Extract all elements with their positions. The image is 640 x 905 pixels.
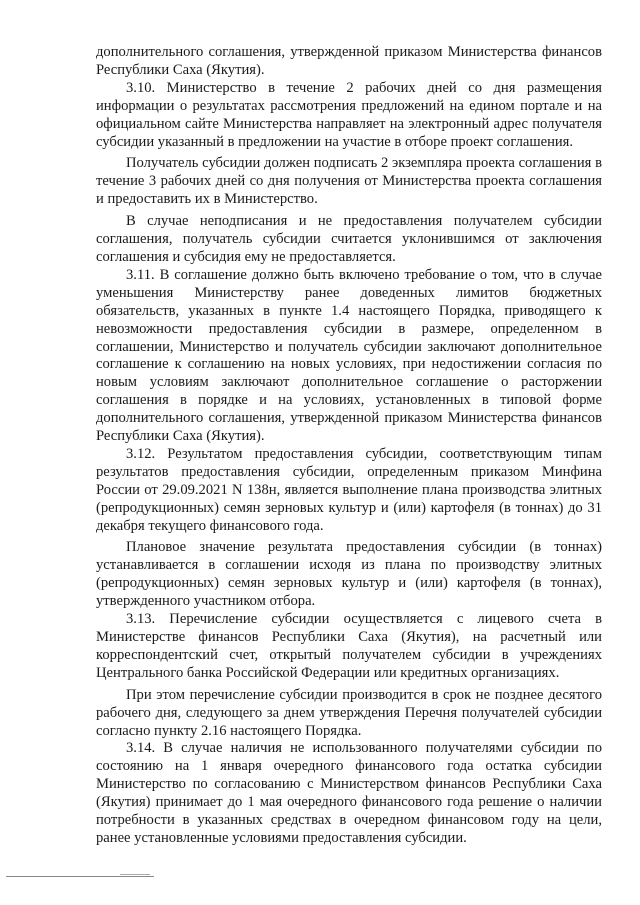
paragraph-3-14: 3.14. В случае наличия не использованного получателями субсидии по состоянию на 1 января очередного финансового года остатка субсидии Министерство по согласованию с Министерством финансов Республики Саха (Якутия) принимает до 1 мая очередного финансового года решение о наличии потребности в указанных средствах в очередном финансовом году на цели, ранее установленные условиями предоставления субсидии. [96, 740, 602, 846]
paragraph-refusal: В случае неподписания и не предоставления получателем субсидии соглашения, получатель субсидии считается уклонившимся от заключения соглашения и субсидия ему не предоставляется. [96, 213, 602, 265]
footer-rule [6, 876, 154, 877]
paragraph-3-12: 3.12. Результатом предоставления субсидии, соответствующим типам результатов предоставления субсидии, определенным приказом Минфина России от 29.09.2021 N 138н, является выполнение плана производства элитных (репродукционных) семян зерновых культур и (или) картофеля (в тоннах) до 31 декабря текущего финансового года. [96, 445, 602, 534]
paragraph-3-13: 3.13. Перечисление субсидии осуществляется с лицевого счета в Министерстве финансов Республики Саха (Якутия), на расчетный или корреспондентский счет, открытый получателем субсидии в учреждениях Центрального банка Российской Федерации или кредитных организациях. [96, 611, 602, 681]
paragraph-transfer-deadline: При этом перечисление субсидии производится в срок не позднее десятого рабочего дня, следующего за днем утверждения Перечня получателей субсидии согласно пункту 2.16 настоящего Порядка. [96, 686, 602, 739]
paragraph-continuation: дополнительного соглашения, утвержденной приказом Министерства финансов Республики Саха (Якутия). [96, 44, 602, 78]
paragraph-3-10: 3.10. Министерство в течение 2 рабочих дней со дня размещения информации о результатах рассмотрения предложений на едином портале и на официальном сайте Министерства направляет на электронный адрес получателя субсидии указанный в предложении на участие в отборе проект соглашения. [96, 79, 602, 150]
paragraph-signing: Получатель субсидии должен подписать 2 экземпляра проекта соглашения в течение 3 рабочих дней со дня получения от Министерства проекта соглашения и предоставить их в Министерство. [96, 155, 602, 208]
paragraph-planned-value: Плановое значение результата предоставления субсидии (в тоннах) устанавливается в соглашении исходя из плана по производству элитных (репродукционных) семян зерновых культур и (или) картофеля (в тоннах), утвержденного участником отбора. [96, 539, 602, 610]
footer-rule-mark [120, 874, 150, 875]
document-page [96, 44, 602, 848]
paragraph-3-11: 3.11. В соглашение должно быть включено требование о том, что в случае уменьшения Министерству ранее доведенных лимитов бюджетных обязательств, указанных в пункте 1.4 настоящего Порядка, приводящего к невозможности предоставления субсидии в размере, определенном в соглашении, Министерство и получатель субсидии заключают дополнительное соглашение к соглашению на новых условиях, при недостижении согласия по новым условиям заключают дополнительное соглашение о расторжении соглашения в порядке и на условиях, установленных в типовой форме дополнительного соглашения, утвержденной приказом Министерства финансов Республики Саха (Якутия). [96, 266, 602, 445]
